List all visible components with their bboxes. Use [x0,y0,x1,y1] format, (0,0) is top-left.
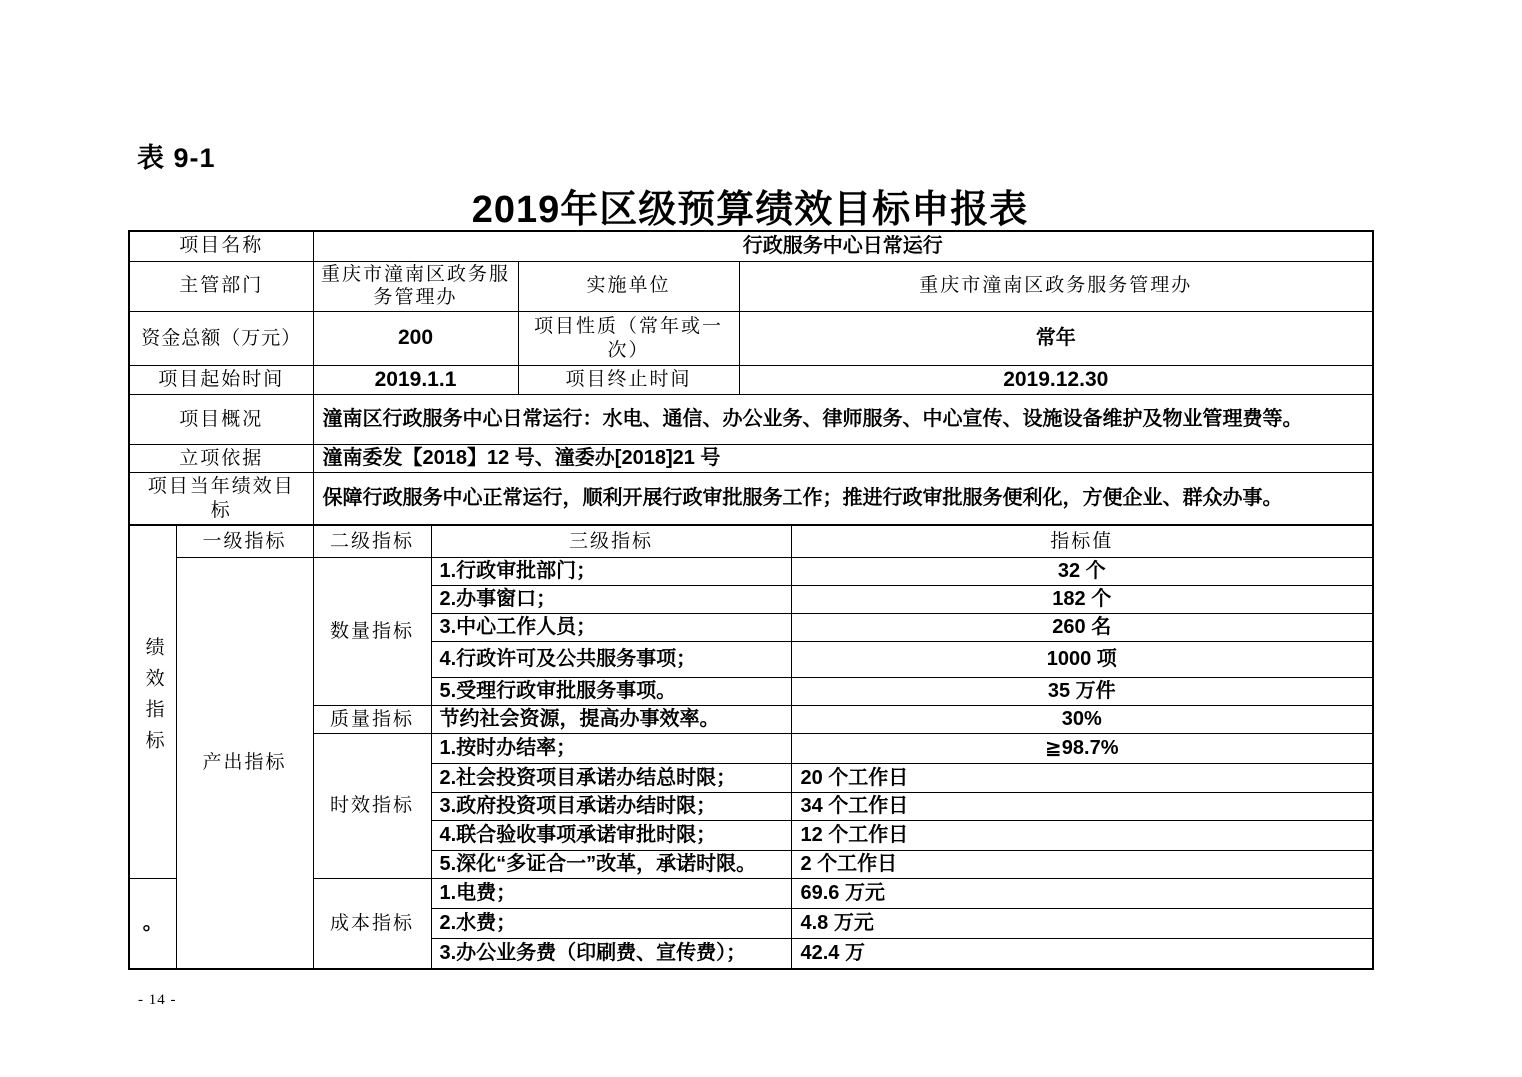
document-label: 表 9-1 [137,143,216,173]
indicator-name: 4.联合验收事项承诺审批时限； [431,821,791,851]
project-nature-value: 常年 [739,312,1373,366]
indicator-row [129,879,1373,909]
performance-indicators-side-label: 绩效指标 [142,637,164,761]
fund-total-value: 200 [313,312,518,366]
indicator-name: 节约社会资源，提高办事效率。 [431,706,791,734]
end-date-value: 2019.12.30 [739,366,1373,395]
indicator-value: 34 个工作日 [791,793,1373,821]
project-name-label: 项目名称 [129,231,313,261]
impl-unit-label: 实施单位 [518,261,739,312]
start-date-label: 项目起始时间 [129,366,313,395]
fund-total-label: 资金总额（万元） [129,312,313,366]
indicator-value: 42.4 万 [791,939,1373,969]
indicator-name: 5.受理行政审批服务事项。 [431,678,791,706]
table-row [129,261,1373,312]
overview-value: 潼南区行政服务中心日常运行：水电、通信、办公业务、律师服务、中心宣传、设施设备维护及物业管理费等。 [313,395,1373,445]
indicator-value: 20 个工作日 [791,764,1373,793]
indicator-value: 30% [791,706,1373,734]
overview-label: 项目概况 [129,395,313,445]
indicator-name: 3.办公业务费（印刷费、宣传费）； [431,939,791,969]
indicator-name: 1.按时办结率； [431,734,791,764]
performance-indicator-table [128,526,1374,970]
indicator-value: 32 个 [791,558,1373,586]
indicator-value: ≧98.7% [791,734,1373,764]
indicator-name: 2.办事窗口； [431,586,791,614]
indicator-header-row [129,526,1373,558]
level2-cost-indicators: 成本指标 [313,879,431,969]
project-info-table [128,230,1374,526]
declaration-table [128,230,1372,970]
basis-label: 立项依据 [129,445,313,473]
indicator-value: 69.6 万元 [791,879,1373,909]
indicator-value: 2 个工作日 [791,851,1373,879]
project-nature-label: 项目性质（常年或一次） [518,312,739,366]
indicator-value: 35 万件 [791,678,1373,706]
table-row [129,366,1373,395]
indicator-name: 4.行政许可及公共服务事项； [431,642,791,678]
dept-value: 重庆市潼南区政务服务管理办 [313,261,518,312]
indicator-name: 1.行政审批部门； [431,558,791,586]
indicator-value: 1000 项 [791,642,1373,678]
indicator-row [129,706,1373,734]
indicator-value: 260 名 [791,614,1373,642]
header-level2: 二级指标 [313,526,431,558]
table-row [129,312,1373,366]
dept-label: 主管部门 [129,261,313,312]
annual-goal-label: 项目当年绩效目标 [129,473,313,525]
indicator-name: 3.中心工作人员； [431,614,791,642]
indicator-name: 2.水费； [431,909,791,939]
header-value: 指标值 [791,526,1373,558]
indicator-name: 2.社会投资项目承诺办结总时限； [431,764,791,793]
project-name-value: 行政服务中心日常运行 [313,231,1373,261]
indicator-name: 5.深化“多证合一”改革，承诺时限。 [431,851,791,879]
page-title: 2019年区级预算绩效目标申报表 [471,189,1029,231]
indicator-row [129,734,1373,764]
indicator-name: 1.电费； [431,879,791,909]
end-date-label: 项目终止时间 [518,366,739,395]
annual-goal-value: 保障行政服务中心正常运行，顺利开展行政审批服务工作；推进行政审批服务便利化，方便企业、群众办事。 [313,473,1373,525]
impl-unit-value: 重庆市潼南区政务服务管理办 [739,261,1373,312]
basis-value: 潼南委发【2018】12 号、潼委办[2018]21 号 [313,445,1373,473]
indicator-value: 4.8 万元 [791,909,1373,939]
level1-output-indicators: 产出指标 [176,558,313,969]
table-row [129,231,1373,261]
table-row [129,473,1373,525]
level2-quality-indicators: 质量指标 [313,706,431,734]
indicator-value: 12 个工作日 [791,821,1373,851]
indicator-name: 3.政府投资项目承诺办结时限； [431,793,791,821]
indicator-value: 182 个 [791,586,1373,614]
header-level3: 三级指标 [431,526,791,558]
table-row [129,445,1373,473]
start-date-value: 2019.1.1 [313,366,518,395]
side-footer-mark: 。 [129,879,176,969]
table-row [129,395,1373,445]
side-label-cell [129,526,176,879]
header-level1: 一级指标 [176,526,313,558]
level2-quantity-indicators: 数量指标 [313,558,431,706]
page-number: - 14 - [138,992,177,1008]
level2-timeliness-indicators: 时效指标 [313,734,431,879]
indicator-row [129,558,1373,586]
